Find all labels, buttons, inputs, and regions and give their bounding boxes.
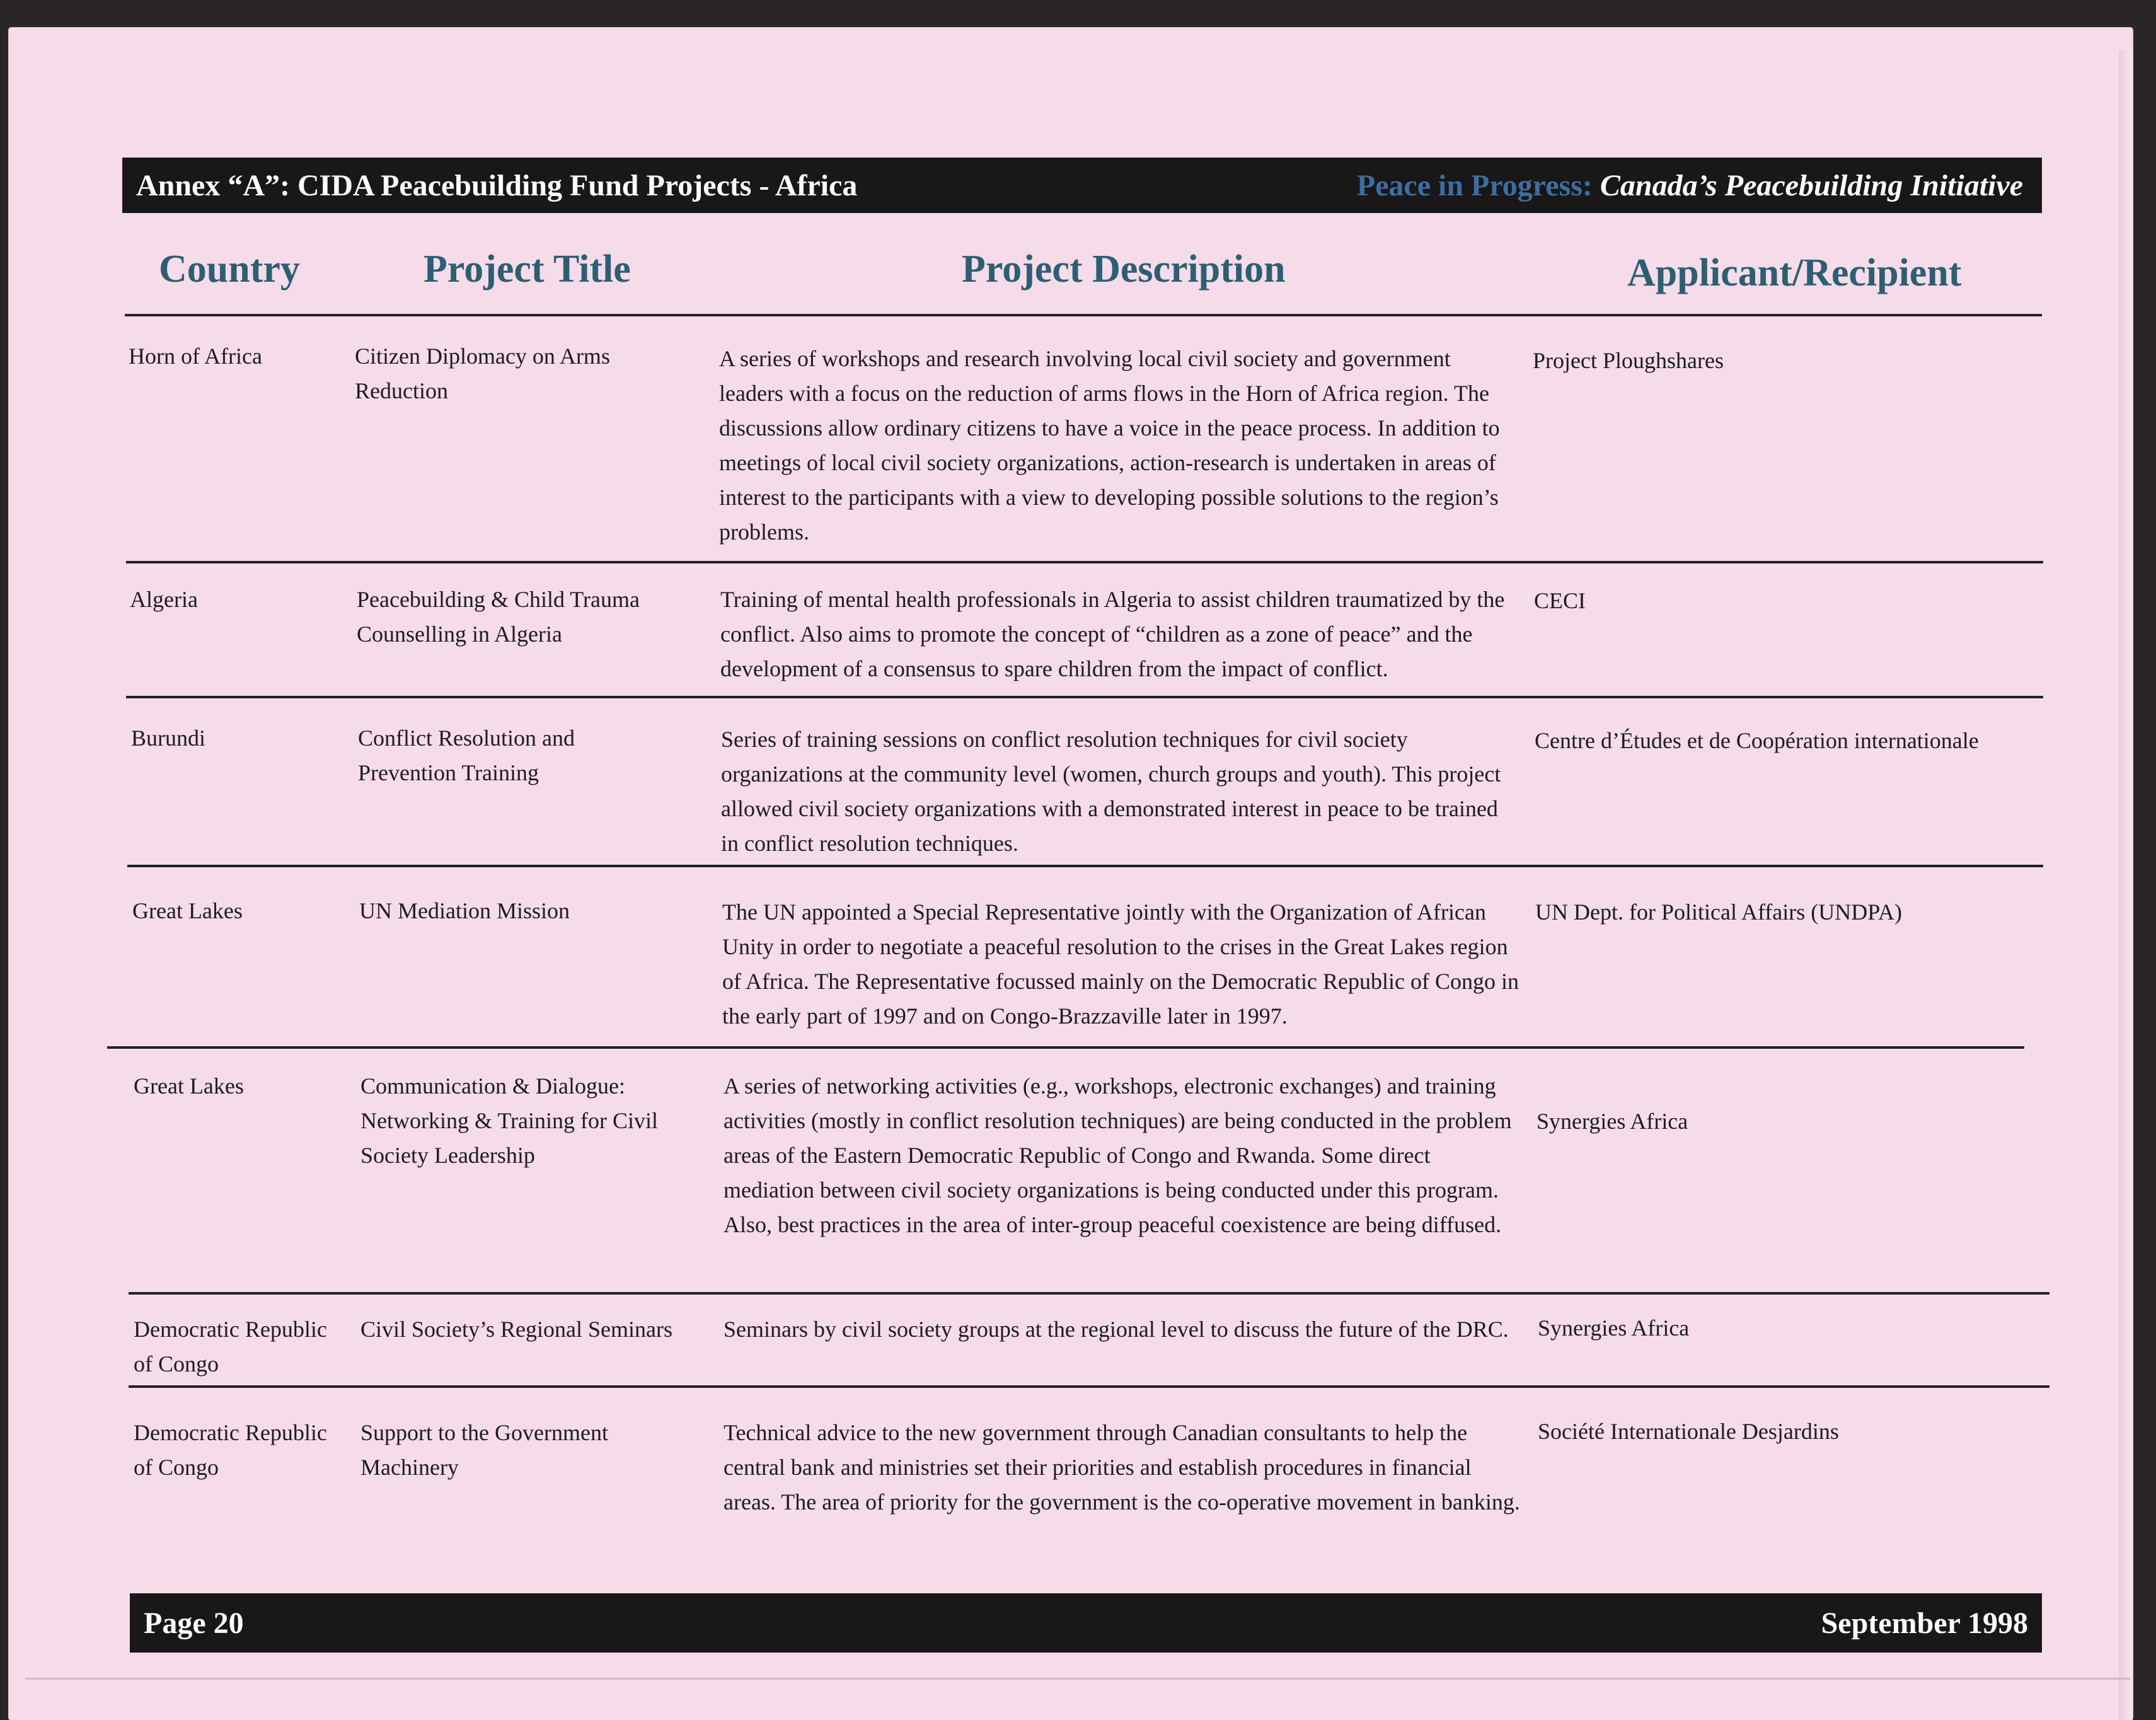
header-bar	[122, 158, 2042, 213]
row-divider	[129, 1292, 2049, 1295]
row-5-country: Great Lakes	[134, 1073, 244, 1099]
row-3-project-description: Series of training sessions on conflict resolution techniques for civil society organizations at the community level (women, church groups and youth). This project allowed civil society organizations with a demonstrated interest in peace to be trained in conflict resolution techniques.	[721, 727, 1501, 856]
row-3-country: Burundi	[131, 725, 206, 751]
row-3-project-title: Conflict Resolution and Prevention Training	[358, 725, 575, 785]
row-divider	[126, 696, 2043, 698]
row-1-project-description: A series of workshops and research involving local civil society and government leaders with a focus on the reduction of arms flows in the Horn of Africa region. The discussions allow ordinary citizens to have a voice in the peace process. In addition to meetings of local civil society organizations, action-research is undertaken in areas of interest to the participants with a view to developing possible solutions to the region’s problems.	[719, 346, 1500, 545]
column-header-project-description: Project Description	[962, 248, 1286, 291]
page-fold	[2119, 50, 2133, 1720]
row-2-project-description: Training of mental health professionals in Algeria to assist children traumatized by the conflict. Also aims to promote the concept of “children as a zone of peace” and the development of a consensus to spare children from the impact of conflict.	[720, 587, 1505, 681]
row-7-project-description: Technical advice to the new government through Canadian consultants to help the central bank and ministries set their priorities and establish procedures in financial areas. The area of priority for the government is the co-operative movement in banking.	[723, 1420, 1520, 1515]
row-6-project-description: Seminars by civil society groups at the regional level to discuss the future of the DRC.	[723, 1317, 1509, 1342]
publication-brand: Peace in Progress:	[1356, 168, 1593, 202]
publication-date: September 1998	[1821, 1606, 2028, 1640]
row-3-applicant: Centre d’Études et de Coopération internationale	[1535, 728, 1979, 753]
row-divider	[129, 1385, 2049, 1388]
row-6-applicant: Synergies Africa	[1538, 1315, 1690, 1341]
row-divider	[126, 561, 2043, 563]
row-2-project-title: Peacebuilding & Child Trauma Counselling in Algeria	[357, 587, 640, 647]
row-2-country: Algeria	[130, 587, 198, 612]
row-5-applicant: Synergies Africa	[1536, 1109, 1688, 1134]
row-4-applicant: UN Dept. for Political Affairs (UNDPA)	[1535, 899, 1902, 925]
publication-name	[1357, 168, 2023, 203]
row-6-country: Democratic Republic of Congo	[134, 1317, 327, 1377]
row-7-applicant: Société Internationale Desjardins	[1538, 1419, 1839, 1444]
header-divider	[125, 314, 2042, 316]
row-5-project-title: Communication & Dialogue: Networking & Training for Civil Society Leadership	[360, 1073, 659, 1168]
page-bottom-edge	[25, 1678, 2130, 1680]
row-7-country: Democratic Republic of Congo	[134, 1420, 327, 1480]
footer-bar	[130, 1593, 2042, 1653]
row-1-applicant: Project Ploughshares	[1533, 348, 1724, 373]
column-header-project-title: Project Title	[424, 248, 631, 291]
column-header-applicant: Applicant/Recipient	[1627, 251, 1962, 294]
row-1-country: Horn of Africa	[129, 343, 262, 369]
row-divider	[107, 1046, 2024, 1049]
column-header-country: Country	[159, 248, 300, 291]
row-4-country: Great Lakes	[132, 898, 243, 923]
row-2-applicant: CECI	[1534, 588, 1586, 613]
publication-tagline: Canada’s Peacebuilding Initiative	[1600, 168, 2023, 202]
row-1-project-title: Citizen Diplomacy on Arms Reduction	[355, 343, 610, 403]
row-6-project-title: Civil Society’s Regional Seminars	[360, 1317, 672, 1342]
row-7-project-title: Support to the Government Machinery	[360, 1420, 608, 1480]
page-title: Annex “A”: CIDA Peacebuilding Fund Projects - Africa	[136, 168, 858, 202]
row-4-project-description: The UN appointed a Special Representative jointly with the Organization of African Unity in order to negotiate a peaceful resolution to the crises in the Great Lakes region of Africa. The Representative focussed mainly on the Democratic Republic of Congo in the early part of 1997 and on Congo-Brazzaville later in 1997.	[722, 899, 1519, 1029]
row-5-project-description: A series of networking activities (e.g., workshops, electronic exchanges) and training activities (mostly in conflict resolution techniques) are being conducted in the problem areas of the Eastern Democratic Republic of Congo and Rwanda. Some direct mediation between civil society organizations is being conducted under this program. Also, best practices in the area of inter-group peaceful coexistence are being diffused.	[723, 1073, 1512, 1237]
row-4-project-title: UN Mediation Mission	[359, 898, 570, 923]
page-number: Page 20	[144, 1606, 244, 1640]
row-divider	[127, 865, 2043, 867]
